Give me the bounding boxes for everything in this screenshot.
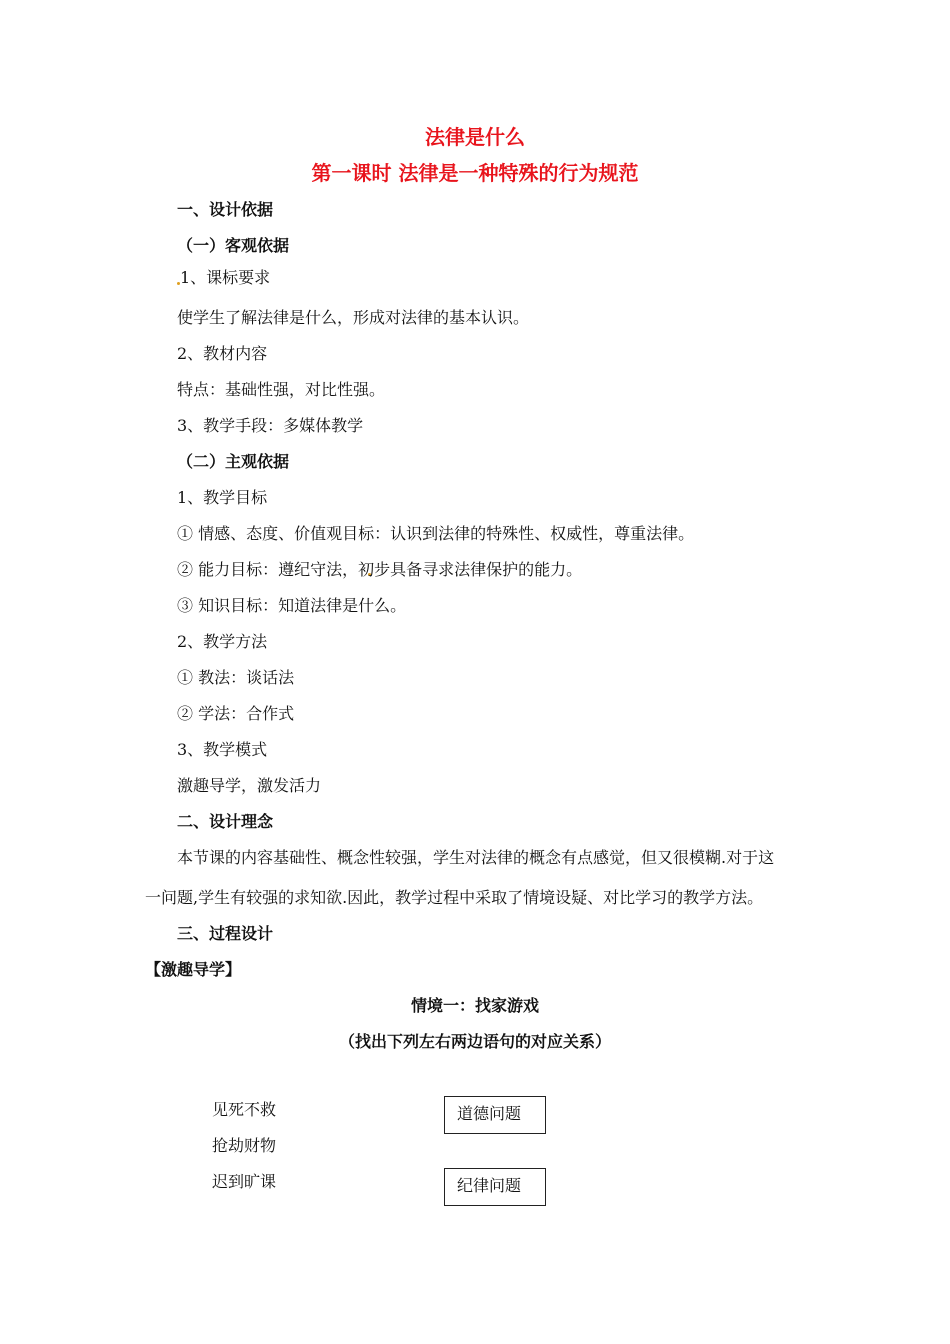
method-1: ① 教法：谈话法: [177, 668, 295, 687]
item-methods: 2、教学方法: [177, 632, 268, 651]
item-textbook-text: 特点：基础性强，对比性强。: [177, 380, 386, 399]
concept-paragraph-line-2: 一问题,学生有较强的求知欲.因此，教学过程中采取了情境设疑、对比学习的教学方法。: [145, 888, 764, 907]
section-1a-heading: （一）客观依据: [177, 236, 290, 255]
item-curriculum: 1、课标要求: [180, 268, 271, 287]
matching-right-label: 纪律问题: [457, 1176, 522, 1195]
item-textbook: 2、教材内容: [177, 344, 268, 363]
matching-left-item: 抢劫财物: [212, 1136, 277, 1155]
goal-2: ② 能力目标：遵纪守法，初步具备寻求法律保护的能力。: [177, 560, 583, 579]
item-goals: 1、教学目标: [177, 488, 268, 507]
goal-1: ① 情感、态度、价值观目标：认识到法律的特殊性、权威性，尊重法律。: [177, 524, 695, 543]
matching-right-box: [444, 1096, 546, 1134]
section-3-heading: 三、过程设计: [177, 924, 274, 943]
item-means: 3、教学手段：多媒体教学: [177, 416, 364, 435]
subsection-heading: 【激趣导学】: [145, 960, 242, 979]
section-2-heading: 二、设计理念: [177, 812, 274, 831]
section-1b-heading: （二）主观依据: [177, 452, 290, 471]
scenario-title: 情境一：找家游戏: [410, 996, 539, 1015]
item-mode: 3、教学模式: [177, 740, 268, 759]
matching-right-box: [444, 1168, 546, 1206]
page-title: 法律是什么: [425, 125, 525, 149]
scenario-note: （找出下列左右两边语句的对应关系）: [338, 1032, 611, 1051]
matching-left-item: 见死不救: [212, 1100, 277, 1119]
goal-3: ③ 知识目标：知道法律是什么。: [177, 596, 407, 615]
item-curriculum-text: 使学生了解法律是什么，形成对法律的基本认识。: [177, 308, 530, 327]
section-1-heading: 一、设计依据: [177, 200, 274, 219]
page-subtitle: 第一课时 法律是一种特殊的行为规范: [311, 161, 639, 185]
matching-right-label: 道德问题: [457, 1104, 522, 1123]
concept-paragraph-line-1: 本节课的内容基础性、概念性较强，学生对法律的概念有点感觉，但又很模糊.对于这: [177, 848, 775, 867]
method-2: ② 学法：合作式: [177, 704, 295, 723]
mode-text: 激趣导学，激发活力: [177, 776, 322, 795]
matching-left-item: 迟到旷课: [212, 1172, 277, 1191]
